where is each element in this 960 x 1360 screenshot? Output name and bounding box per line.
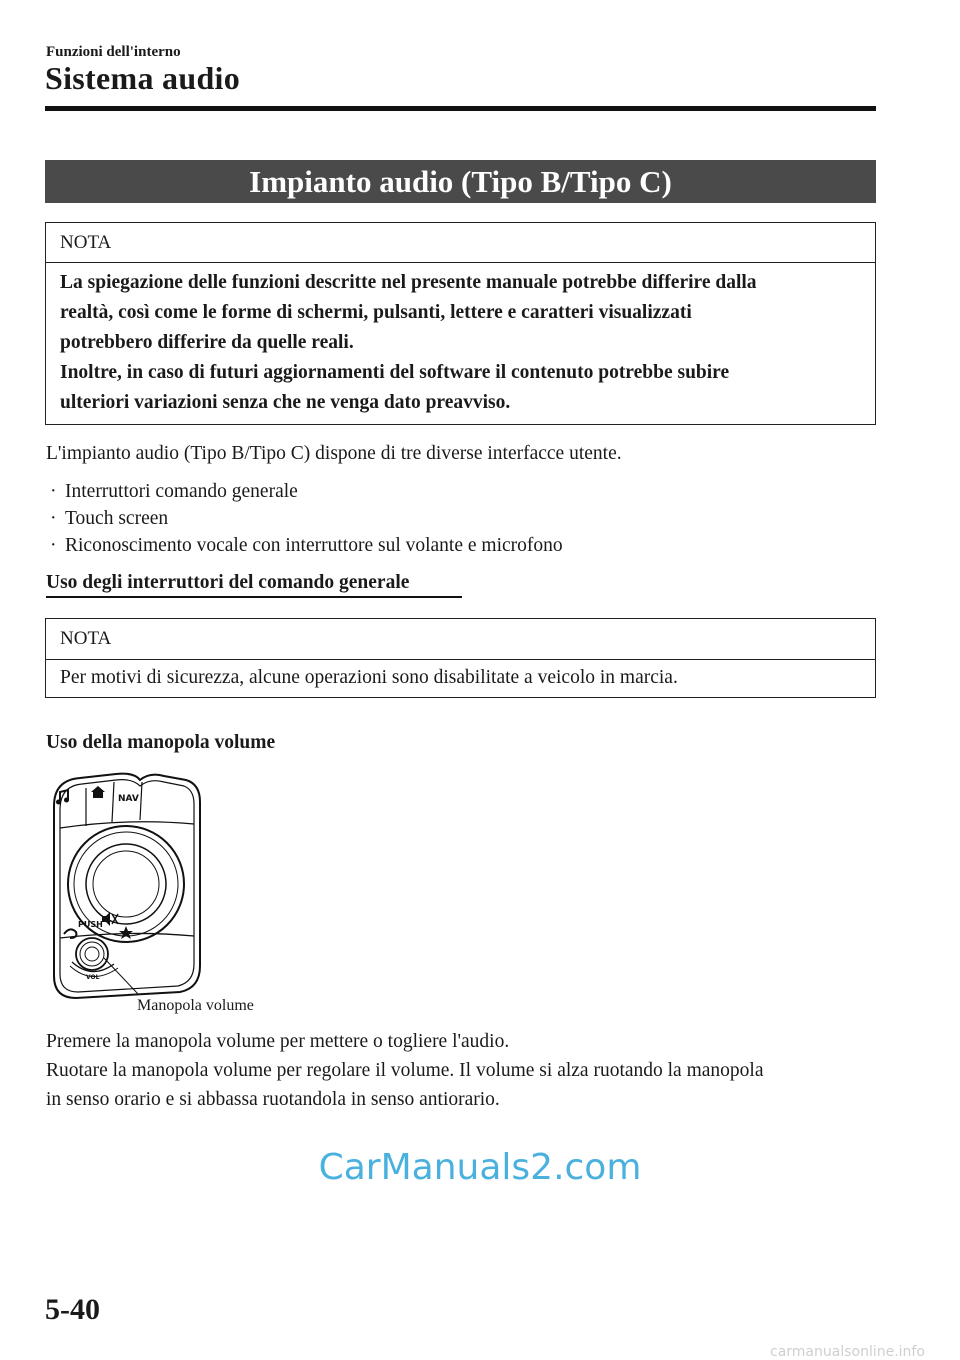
list-item bbox=[46, 505, 563, 532]
title-rule bbox=[45, 106, 876, 111]
site-watermark: carmanualsonline.info bbox=[770, 1344, 925, 1360]
vol-label: VOL bbox=[86, 974, 100, 981]
nav-label: NAV bbox=[118, 794, 139, 804]
note-box-disclaimer bbox=[45, 222, 876, 425]
commander-control-illustration bbox=[40, 766, 290, 1016]
intro-paragraph: L'impianto audio (Tipo B/Tipo C) dispone di tre diverse interfacce utente. bbox=[46, 443, 622, 464]
list-item bbox=[46, 532, 563, 559]
bullet-dot: · bbox=[50, 535, 57, 556]
note-body: Per motivi di sicurezza, alcune operazioni sono disabilitate a veicolo in marcia. bbox=[60, 667, 678, 688]
figure-callout-label: Manopola volume bbox=[137, 997, 254, 1014]
note-line: ulteriori variazioni senza che ne venga dato preavviso. bbox=[60, 392, 511, 413]
note-label: NOTA bbox=[46, 619, 875, 660]
list-item-text: Interruttori comando generale bbox=[65, 481, 298, 502]
watermark: CarManuals2.com bbox=[318, 1147, 642, 1188]
note-body bbox=[46, 263, 875, 424]
description-line: Premere la manopola volume per mettere o togliere l'audio. bbox=[46, 1031, 510, 1052]
bullet-dot: · bbox=[50, 508, 57, 529]
interface-list bbox=[46, 478, 563, 559]
push-label: PUSH bbox=[78, 920, 103, 929]
page-number: 5-40 bbox=[45, 1293, 100, 1326]
subheading: Uso degli interruttori del comando generale bbox=[46, 572, 410, 593]
list-item-text: Riconoscimento vocale con interruttore sul volante e microfono bbox=[65, 535, 563, 556]
description bbox=[46, 1027, 763, 1114]
note-line: La spiegazione delle funzioni descritte nel presente manuale potrebbe differire dalla bbox=[60, 272, 757, 293]
note-box-safety bbox=[45, 618, 876, 698]
description-line: in senso orario e si abbassa ruotandola in senso antiorario. bbox=[46, 1089, 500, 1110]
chapter-banner: Impianto audio (Tipo B/Tipo C) bbox=[45, 160, 876, 203]
bullet-dot: · bbox=[50, 481, 57, 502]
note-label: NOTA bbox=[46, 223, 875, 263]
subheading-underline bbox=[46, 596, 462, 598]
list-item-text: Touch screen bbox=[65, 508, 169, 529]
list-item bbox=[46, 478, 563, 505]
page-title: Sistema audio bbox=[45, 60, 241, 96]
section-label: Funzioni dell'interno bbox=[46, 44, 181, 60]
subsubheading: Uso della manopola volume bbox=[46, 732, 276, 753]
note-line: Inoltre, in caso di futuri aggiornamenti del software il contenuto potrebbe subire bbox=[60, 362, 730, 383]
description-line: Ruotare la manopola volume per regolare il volume. Il volume si alza ruotando la manopola bbox=[46, 1060, 764, 1081]
note-line: potrebbero differire da quelle reali. bbox=[60, 332, 354, 353]
note-line: realtà, così come le forme di schermi, pulsanti, lettere e caratteri visualizzati bbox=[60, 302, 692, 323]
